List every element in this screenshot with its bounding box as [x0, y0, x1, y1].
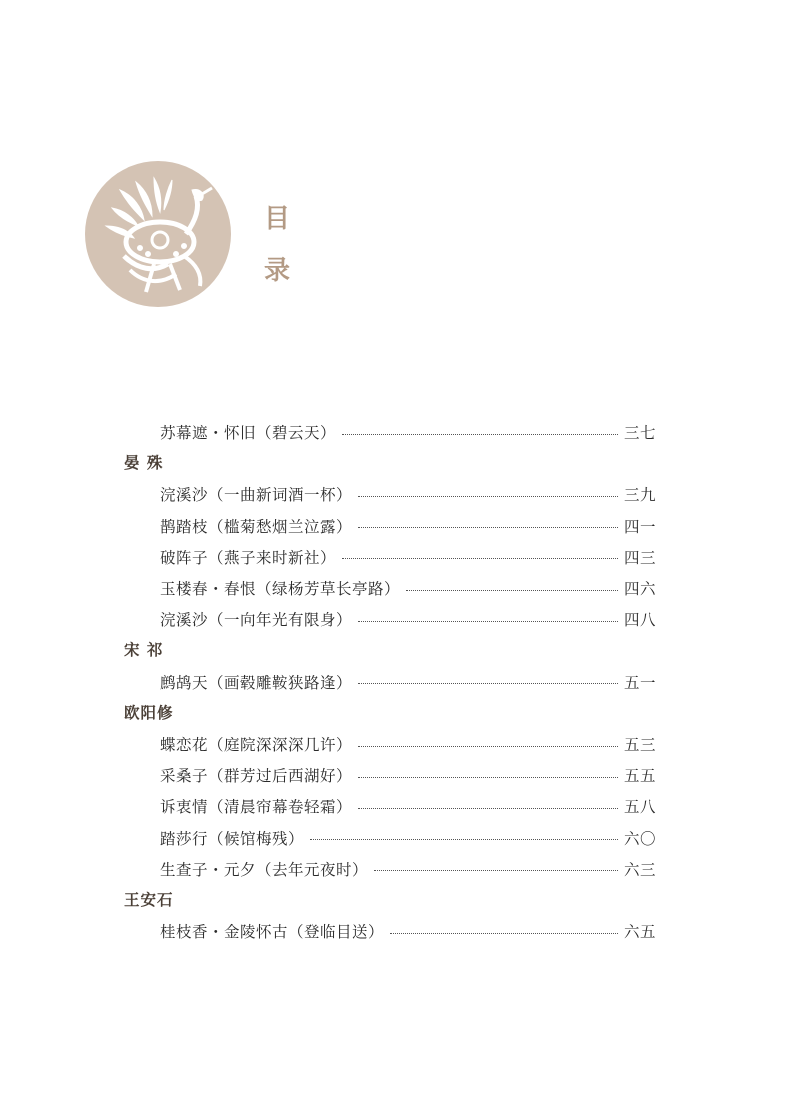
toc-entry[interactable]	[160, 482, 656, 506]
toc-leader-dots	[358, 683, 618, 684]
toc-entry-title: 诉衷情（清晨帘幕卷轻霜）	[160, 798, 353, 817]
toc-page-number: 五一	[623, 673, 656, 692]
toc-leader-dots	[310, 839, 618, 840]
toc-entry[interactable]	[160, 763, 656, 787]
toc-leader-dots	[358, 746, 618, 747]
toc-entry[interactable]	[160, 670, 656, 694]
toc-page-number: 六五	[623, 923, 656, 942]
toc-author-heading: 王安石	[124, 890, 174, 909]
toc-entry-title: 生查子・元夕（去年元夜时）	[160, 860, 369, 879]
toc-entry[interactable]	[160, 794, 656, 818]
page-title-char-2: 录	[264, 256, 291, 286]
toc-entry[interactable]	[160, 732, 656, 756]
toc-page-number: 四八	[623, 611, 656, 630]
toc-entry-title: 浣溪沙（一向年光有限身）	[160, 611, 353, 630]
toc-leader-dots	[358, 496, 618, 497]
toc-leader-dots	[358, 527, 618, 528]
toc-page-number: 三七	[623, 424, 656, 442]
toc-entry-title: 浣溪沙（一曲新词酒一杯）	[160, 486, 353, 505]
toc-page-number: 五三	[623, 736, 656, 754]
toc-entry-title: 鹧鸪天（画毂雕鞍狭路逢）	[160, 673, 353, 692]
toc-leader-dots	[358, 808, 618, 809]
toc-entry[interactable]	[160, 607, 656, 631]
toc-page-number: 六〇	[623, 829, 656, 848]
toc-entry-title: 桂枝香・金陵怀古（登临目送）	[160, 923, 385, 942]
toc-entry-title: 苏幕遮・怀旧（碧云天）	[160, 424, 337, 442]
toc-entry-title: 鹊踏枝（槛菊愁烟兰泣露）	[160, 517, 353, 536]
toc-leader-dots	[390, 933, 618, 934]
toc-author-heading: 宋 祁	[124, 640, 164, 660]
toc-leader-dots	[342, 434, 618, 435]
toc-entry[interactable]	[160, 420, 656, 444]
toc-page-number: 四一	[623, 517, 656, 536]
toc-entry[interactable]	[160, 857, 656, 881]
toc-entry[interactable]	[160, 826, 656, 850]
toc-page-number: 三九	[623, 486, 656, 505]
toc-leader-dots	[358, 777, 618, 778]
toc-entry-title: 采桑子（群芳过后西湖好）	[160, 767, 353, 786]
toc-entry-title: 破阵子（燕子来时新社）	[160, 548, 337, 567]
toc-leader-dots	[342, 558, 618, 559]
toc-page-number: 五八	[623, 798, 656, 817]
toc-entry-title: 踏莎行（候馆梅残）	[160, 829, 305, 848]
toc-leader-dots	[358, 621, 618, 622]
toc-page-number: 四六	[623, 580, 656, 598]
page-title-char-1: 目	[264, 204, 291, 234]
toc-leader-dots	[406, 590, 618, 591]
toc-page-number: 五五	[623, 767, 656, 786]
toc-entry[interactable]	[160, 514, 656, 538]
toc-entry-title: 玉楼春・春恨（绿杨芳草长亭路）	[160, 580, 401, 598]
toc-leader-dots	[374, 870, 618, 871]
toc-entry[interactable]	[160, 576, 656, 600]
toc-page-number: 四三	[623, 548, 656, 567]
toc-page-number: 六三	[623, 860, 656, 879]
toc-entry[interactable]	[160, 545, 656, 569]
toc-author-heading: 晏 殊	[124, 453, 164, 473]
toc-author-heading: 欧阳修	[124, 702, 174, 722]
toc-entry-title: 蝶恋花（庭院深深深几许）	[160, 736, 353, 754]
toc-entry[interactable]	[160, 919, 656, 943]
